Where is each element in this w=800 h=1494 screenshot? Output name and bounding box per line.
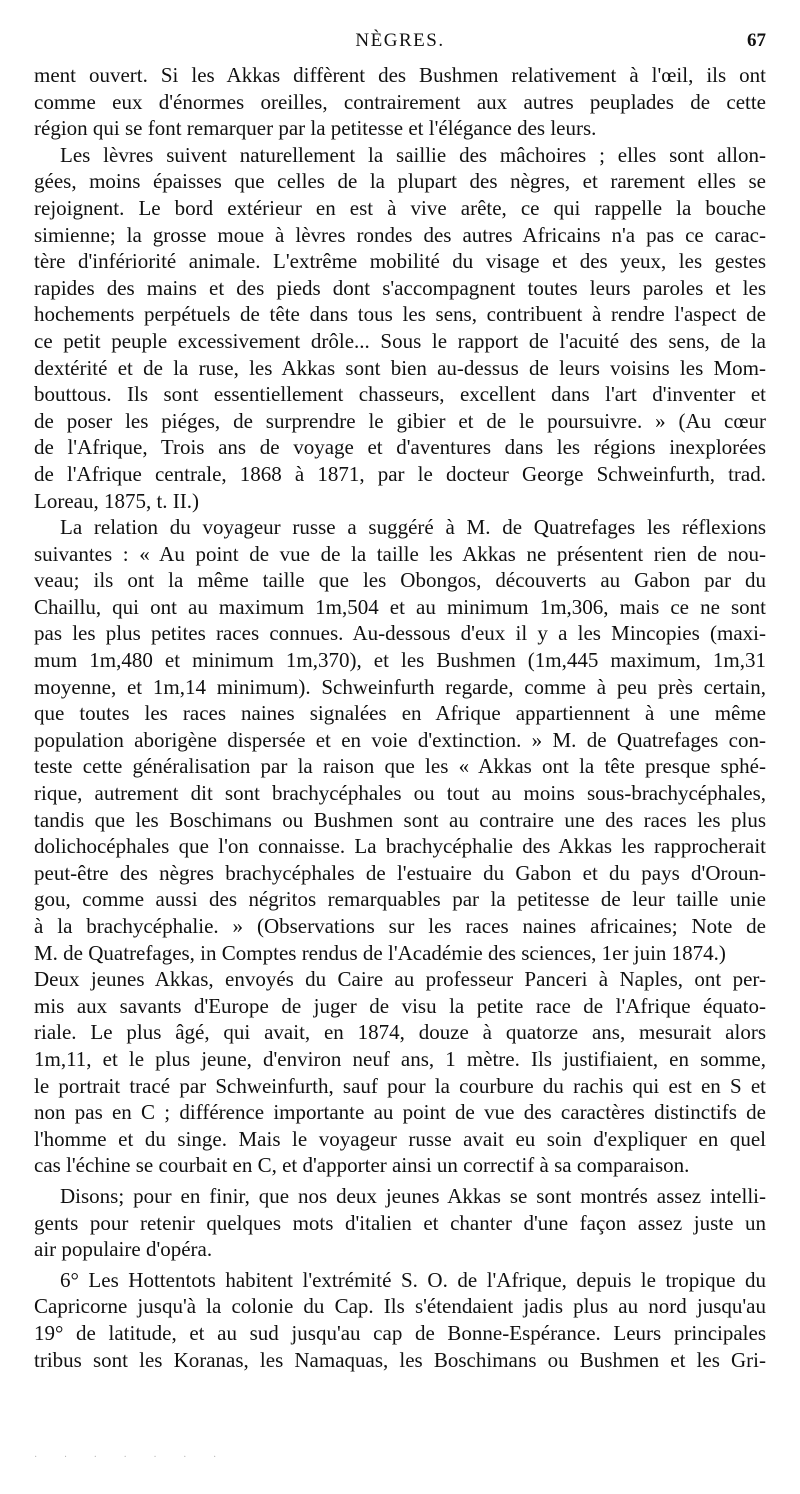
text-line: bouttous. Ils sont essentiellement chasseurs, excellent dans l'art d'inventer et bbox=[34, 382, 766, 407]
text-line: La relation du voyageur russe a suggéré à M. de Quatrefages les réflexions bbox=[60, 515, 766, 540]
text-line: gées, moins épaisses que celles de la plupart des nègres, et rarement elles se bbox=[34, 169, 766, 194]
text-line: gou, comme aussi des négritos remarquables par la petitesse de leur taille unie bbox=[34, 887, 766, 912]
text-line: ce petit peuple excessivement drôle... Sous le rapport de l'acuité des sens, de la bbox=[34, 328, 766, 353]
text-line: M. de Quatrefages, in Comptes rendus de l'Académie des sciences, 1er juin 1874.) bbox=[34, 940, 726, 965]
text-line: Loreau, 1875, t. II.) bbox=[34, 488, 200, 513]
text-line: l'homme et du singe. Mais le voyageur russe avait eu soin d'expliquer en quel bbox=[34, 1126, 766, 1151]
text-line: tère d'infériorité animale. L'extrême mobilité du visage et des yeux, les gestes bbox=[34, 249, 766, 274]
text-line: riale. Le plus âgé, qui avait, en 1874, douze à quatorze ans, mesurait alors bbox=[34, 1020, 766, 1045]
text-line: Disons; pour en finir, que nos deux jeunes Akkas se sont montrés assez intelli- bbox=[60, 1183, 766, 1208]
text-line: à la brachycéphalie. » (Observations sur les races naines africaines; Note de bbox=[34, 914, 766, 938]
text-line: le portrait tracé par Schweinfurth, sauf pour la courbure du rachis qui est en S et bbox=[34, 1073, 766, 1098]
text-line: teste cette généralisation par la raison que les « Akkas ont la tête presque sphé- bbox=[34, 754, 766, 779]
body-text bbox=[34, 62, 766, 1373]
text-line: 1m,11, et le plus jeune, d'environ neuf ans, 1 mètre. Ils justifiaient, en somme, bbox=[34, 1046, 766, 1071]
text-line: région qui se font remarquer par la petitesse et l'élégance des leurs. bbox=[34, 116, 597, 141]
text-line: cas l'échine se courbait en C, et d'apporter ainsi un correctif à sa comparaison. bbox=[34, 1153, 690, 1178]
text-line: Deux jeunes Akkas, envoyés du Caire au professeur Panceri à Naples, ont per- bbox=[34, 967, 766, 992]
text-line: mum 1m,480 et minimum 1m,370), et les Bushmen (1m,445 maximum, 1m,31 bbox=[34, 648, 766, 673]
text-line: mis aux savants d'Europe de juger de visu la petite race de l'Afrique équato- bbox=[34, 993, 766, 1018]
page-number: 67 bbox=[747, 30, 766, 51]
text-line: dolichocéphales que l'on connaisse. La brachycéphalie des Akkas les rapprocherait bbox=[34, 834, 766, 859]
running-title: NÈGRES. bbox=[355, 30, 445, 51]
text-line: gents pour retenir quelques mots d'italien et chanter d'une façon assez juste un bbox=[34, 1210, 766, 1235]
text-line: rapides des mains et des pieds dont s'accompagnent toutes leurs paroles et les bbox=[34, 275, 766, 300]
text-line: air populaire d'opéra. bbox=[34, 1237, 213, 1262]
text-line: moyenne, et 1m,14 minimum). Schweinfurth regarde, comme à peu près certain, bbox=[34, 674, 766, 699]
text-line: hochements perpétuels de tête dans tous les sens, contribuent à rendre l'aspect de bbox=[34, 302, 766, 327]
text-line: Capricorne jusqu'à la colonie du Cap. Ils s'étendaient jadis plus au nord jusqu'au bbox=[34, 1294, 766, 1319]
text-line: peut-être des nègres brachycéphales de l'estuaire du Gabon et du pays d'Oroun- bbox=[34, 860, 766, 885]
text-line: rejoignent. Le bord extérieur en est à vive arête, ce qui rappelle la bouche bbox=[34, 195, 766, 220]
text-line: 6° Les Hottentots habitent l'extrémité S. O. de l'Afrique, depuis le tropique du bbox=[60, 1267, 766, 1292]
text-line: simienne; la grosse moue à lèvres rondes des autres Africains n'a pas ce carac- bbox=[34, 222, 766, 247]
page-header bbox=[34, 30, 766, 56]
text-line: de l'Afrique centrale, 1868 à 1871, par le docteur George Schweinfurth, trad. bbox=[34, 461, 766, 486]
text-line: tribus sont les Koranas, les Namaquas, les Boschimans ou Bushmen et les Gri- bbox=[34, 1347, 766, 1372]
text-line: que toutes les races naines signalées en Afrique appartiennent à une même bbox=[34, 701, 766, 726]
text-line: tandis que les Boschimans ou Bushmen sont au contraire une des races les plus bbox=[34, 807, 766, 832]
text-line: non pas en C ; différence importante au point de vue des caractères distinctifs de bbox=[34, 1100, 766, 1125]
text-line: comme eux d'énormes oreilles, contrairement aux autres peuplades de cette bbox=[34, 89, 766, 114]
text-line: Les lèvres suivent naturellement la saillie des mâchoires ; elles sont allon- bbox=[60, 142, 766, 167]
text-line: veau; ils ont la même taille que les Obongos, découverts au Gabon par du bbox=[34, 568, 766, 593]
text-line: de poser les piéges, de surprendre le gibier et de le poursuivre. » (Au cœur bbox=[34, 408, 766, 433]
text-line: de l'Afrique, Trois ans de voyage et d'aventures dans les régions inexplorées bbox=[34, 435, 766, 460]
scan-noise-marks: · · · · · · · bbox=[34, 1452, 229, 1463]
text-line: pas les plus petites races connues. Au-dessous d'eux il y a les Mincopies (maxi- bbox=[34, 621, 766, 646]
text-line: population aborigène dispersée et en voie d'extinction. » M. de Quatrefages con- bbox=[34, 727, 766, 752]
text-line: rique, autrement dit sont brachycéphales ou tout au moins sous-brachycéphales, bbox=[34, 781, 766, 806]
text-line: 19° de latitude, et au sud jusqu'au cap de Bonne-Espérance. Leurs principales bbox=[34, 1320, 766, 1345]
text-line: Chaillu, qui ont au maximum 1m,504 et au minimum 1m,306, mais ce ne sont bbox=[34, 594, 766, 619]
text-line: suivantes : « Au point de vue de la taille les Akkas ne présentent rien de nou- bbox=[34, 541, 766, 566]
text-line: dextérité et de la ruse, les Akkas sont bien au-dessus de leurs voisins les Mom- bbox=[34, 355, 766, 380]
text-line: ment ouvert. Si les Akkas diffèrent des Bushmen relativement à l'œil, ils ont bbox=[34, 63, 766, 87]
